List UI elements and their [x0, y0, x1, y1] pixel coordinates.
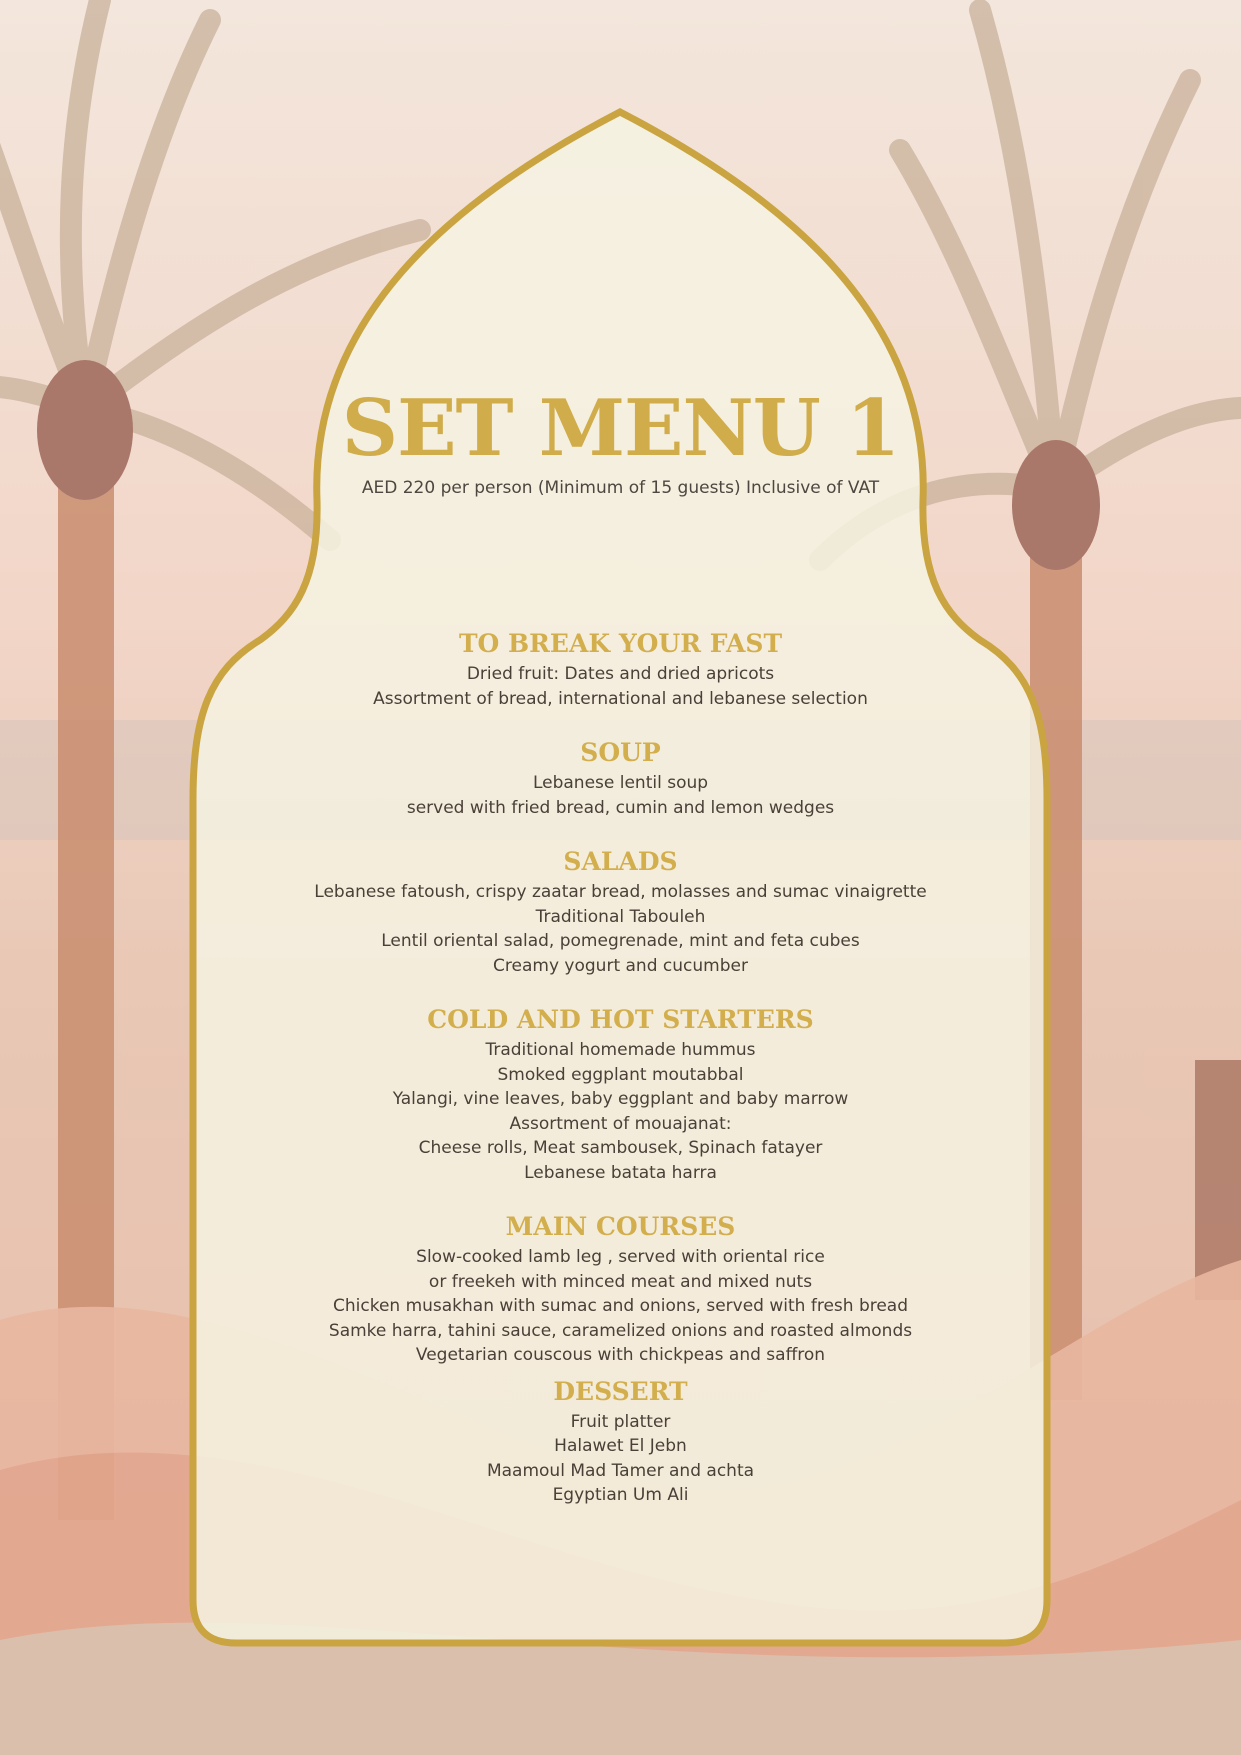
menu-item: Creamy yogurt and cucumber — [493, 955, 748, 976]
menu-item: Lebanese batata harra — [524, 1162, 717, 1183]
menu-item: or freekeh with minced meat and mixed nuts — [428, 1271, 813, 1292]
menu-item: Chicken musakhan with sumac and onions, served with fresh bread — [332, 1296, 909, 1316]
section-main-courses — [190, 1211, 1051, 1368]
menu-item: Egyptian Um Ali — [552, 1485, 689, 1505]
menu-item: served with fried bread, cumin and lemon wedges — [406, 797, 835, 818]
menu-content — [190, 0, 1051, 1755]
section-title: MAIN COURSES — [505, 1212, 736, 1241]
section-title: TO BREAK YOUR FAST — [458, 629, 783, 658]
menu-item: Halawet El Jebn — [554, 1436, 687, 1456]
menu-item: Fruit platter — [570, 1411, 671, 1432]
menu-item: Traditional homemade hummus — [485, 1040, 756, 1060]
menu-item: Lebanese lentil soup — [532, 773, 709, 793]
menu-item: Lentil oriental salad, pomegrenade, mint and feta cubes — [381, 931, 860, 951]
menu-item: Samke harra, tahini sauce, caramelized onions and roasted almonds — [328, 1320, 913, 1341]
menu-item: Smoked eggplant moutabbal — [497, 1064, 744, 1085]
section-title: SALADS — [563, 847, 678, 876]
menu-item: Cheese rolls, Meat sambousek, Spinach fatayer — [418, 1138, 823, 1158]
menu-item: Yalangi, vine leaves, baby eggplant and baby marrow — [392, 1089, 849, 1109]
section-title: SOUP — [580, 738, 661, 767]
menu-item: Lebanese fatoush, crispy zaatar bread, molasses and sumac vinaigrette — [314, 882, 927, 902]
menu-title: SET MENU 1 — [341, 383, 900, 474]
menu-item: Maamoul Mad Tamer and achta — [486, 1460, 755, 1481]
menu-item: Traditional Tabouleh — [535, 906, 706, 927]
price-subtitle: AED 220 per person (Minimum of 15 guests) Inclusive of VAT — [361, 478, 880, 498]
section-break-fast — [190, 628, 1051, 711]
menu-item: Dried fruit: Dates and dried apricots — [466, 664, 775, 684]
menu-item: Vegetarian couscous with chickpeas and saffron — [415, 1345, 826, 1365]
section-soup — [190, 737, 1051, 820]
section-dessert — [190, 1376, 1051, 1508]
section-title: COLD AND HOT STARTERS — [427, 1005, 814, 1034]
menu-item: Assortment of bread, international and lebanese selection — [373, 688, 868, 709]
menu-sections — [190, 628, 1051, 1534]
section-title: DESSERT — [553, 1376, 688, 1406]
section-starters — [190, 1004, 1051, 1185]
menu-item: Slow-cooked lamb leg , served with oriental rice — [416, 1247, 825, 1267]
section-salads — [190, 846, 1051, 978]
menu-item: Assortment of mouajanat: — [509, 1113, 732, 1134]
